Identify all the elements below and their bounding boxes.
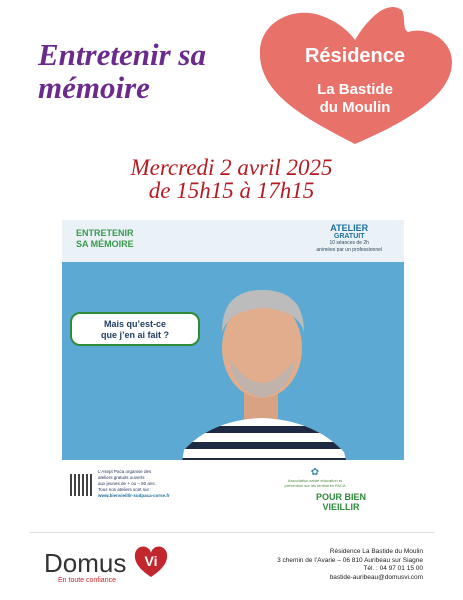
domusvi-mark: Vi — [144, 553, 158, 569]
domusvi-wordmark: Domus — [44, 548, 127, 578]
poster-title-line-2: SA MÉMOIRE — [76, 239, 134, 249]
poster-title-line-1: ENTRETENIR — [76, 228, 134, 238]
bubble-line-1: Mais qu’est-ce — [103, 319, 167, 329]
info-line-1: L’Asept Paca organise des — [98, 469, 152, 474]
asept-association — [280, 468, 350, 488]
residence-heart-badge — [256, 6, 454, 146]
contact-email[interactable]: bastide-auribeau@domusvi.com — [329, 573, 423, 581]
info-url: www.bienvieillir-sudpaca-corse.fr — [98, 493, 170, 498]
contact-block — [277, 548, 423, 582]
event-date — [0, 156, 463, 202]
asept-logo-icon: ✿ — [310, 467, 320, 478]
poster-gratuit: GRATUIT — [333, 233, 365, 240]
domusvi-logo — [42, 543, 192, 593]
residence-name-line-1: La Bastide — [317, 81, 393, 98]
poster-sessions: 10 séances de 2h — [329, 240, 369, 246]
contact-phone: Tél. : 04 97 01 15 00 — [363, 565, 423, 572]
domusvi-tagline: En toute confiance — [58, 577, 116, 584]
info-line-2: ateliers gratuits ouverts — [98, 475, 145, 480]
workshop-poster — [62, 220, 404, 522]
domusvi-heart-icon — [133, 543, 169, 579]
residence-name — [256, 81, 454, 117]
event-date-line-1: Mercredi 2 avril 2025 — [130, 155, 333, 180]
residence-name-line-2: du Moulin — [319, 99, 391, 116]
pour-bien-vieillir-logo — [316, 492, 366, 512]
page-title — [38, 38, 268, 104]
poster-animator: animées par un professionnel — [316, 247, 382, 253]
qr-code-icon — [70, 474, 92, 496]
info-line-3: aux jeunes de + ou – 60 ans. — [98, 481, 156, 486]
contact-address: 3 chemin de l’Avarie – 06 810 Auribeau sur Siagne — [277, 556, 423, 564]
poster-info-text — [98, 469, 258, 499]
speech-bubble — [70, 312, 200, 346]
contact-name: Résidence La Bastide du Moulin — [329, 548, 423, 555]
bubble-line-2: que j’en ai fait ? — [100, 330, 169, 340]
pbv-line-2: VIEILLIR — [322, 502, 360, 512]
residence-title: Résidence — [304, 45, 406, 67]
title-line-1: Entretenir sa — [38, 37, 206, 72]
pbv-line-1: POUR BIEN — [315, 492, 366, 502]
poster-footer — [62, 460, 404, 522]
asept-text: Association santé éducation et prévention sur les territoires PACA — [284, 478, 346, 488]
footer-divider — [30, 532, 434, 533]
event-time-line: de 15h15 à 17h15 — [148, 178, 315, 203]
title-line-2: mémoire — [38, 70, 150, 105]
poster-atelier: ATELIER — [330, 223, 369, 233]
info-line-4: Tous nos ateliers sont sur : — [98, 487, 152, 492]
heart-shape — [256, 6, 454, 146]
